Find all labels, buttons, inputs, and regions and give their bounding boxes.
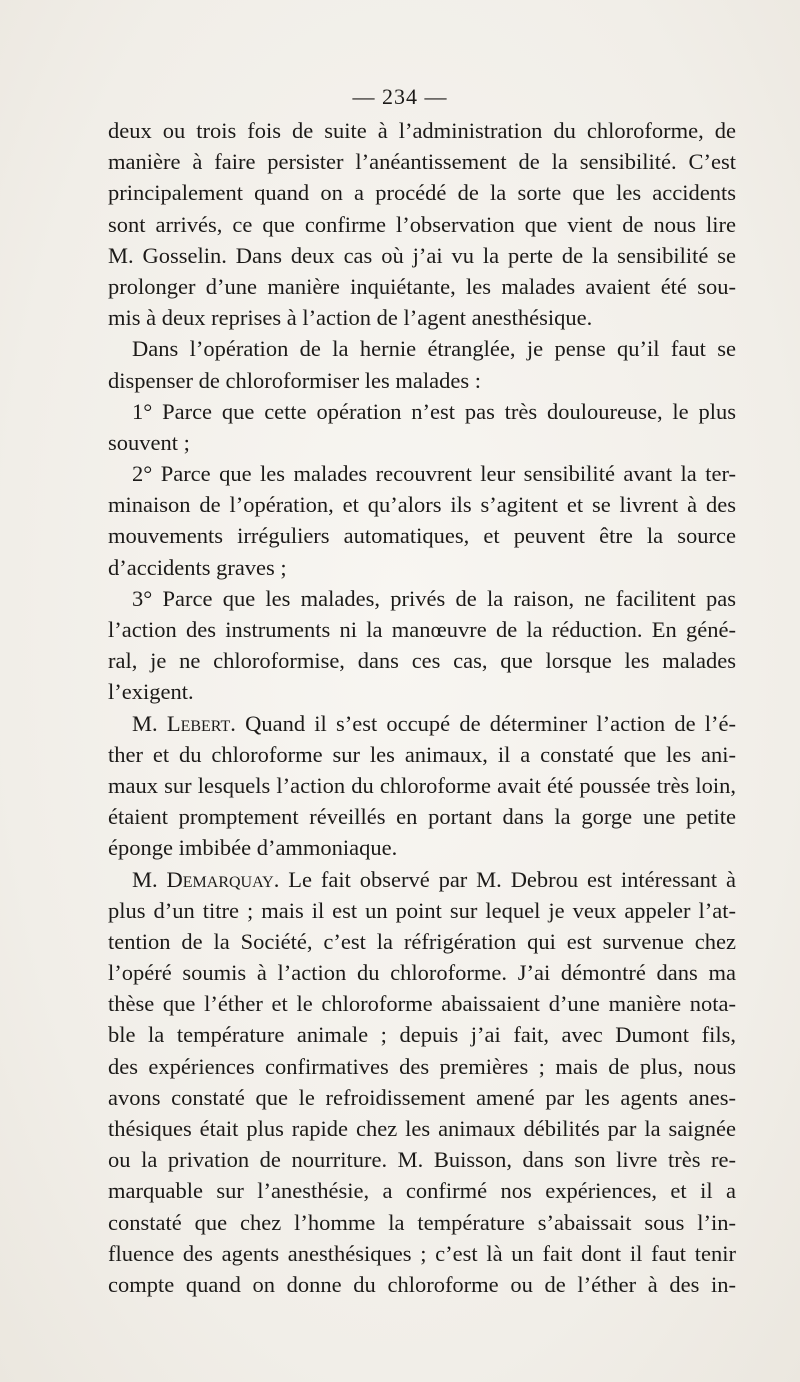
line-text: Le fait observé par M. Debrou est intéressant à <box>279 866 736 892</box>
speaker-name: M. Lebert. <box>132 710 236 736</box>
text-line: mis à deux reprises à l’action de l’agent anesthésique. <box>108 305 593 331</box>
text-line: l’opéré soumis à l’action du chloroforme. J’ai démontré dans ma <box>108 960 736 986</box>
text-line <box>108 864 736 895</box>
text-line: étaient promptement réveillés en portant dans la gorge une petite <box>108 804 736 830</box>
text-line: minaison de l’opération, et qu’alors ils s’agitent et se livrent à des <box>108 492 736 518</box>
text-line: compte quand on donne du chloroforme ou de l’éther à des in- <box>108 1271 736 1297</box>
text-line: constaté que chez l’homme la température s’abaissait sous l’in- <box>108 1209 736 1235</box>
body-text <box>108 115 736 1300</box>
text-line: dispenser de chloroformiser les malades : <box>108 367 482 393</box>
text-line: deux ou trois fois de suite à l’administration du chloroforme, de <box>108 118 736 143</box>
text-line: Dans l’opération de la hernie étranglée, je pense qu’il faut se <box>132 336 736 362</box>
text-line: manière à faire persister l’anéantissement de la sensibilité. C’est <box>108 149 736 175</box>
text-line: 2° Parce que les malades recouvrent leur sensibilité avant la ter- <box>132 461 736 487</box>
text-line: l’exigent. <box>108 679 194 705</box>
text-line: principalement quand on a procédé de la sorte que les accidents <box>108 180 736 206</box>
text-line: marquable sur l’anesthésie, a confirmé nos expériences, et il a <box>108 1178 736 1204</box>
page-number: — 234 — <box>352 84 448 109</box>
text-line: M. Gosselin. Dans deux cas où j’ai vu la perte de la sensibilité se <box>108 242 736 268</box>
text-line: souvent ; <box>108 429 190 455</box>
line-text: Quand il s’est occupé de déterminer l’action de l’é- <box>235 710 736 736</box>
speaker-name: M. Demarquay. <box>132 866 280 892</box>
text-line: des expériences confirmatives des premières ; mais de plus, nous <box>108 1053 736 1079</box>
text-line: plus d’un titre ; mais il est un point sur lequel je veux appeler l’at- <box>108 897 736 923</box>
text-line: d’accidents graves ; <box>108 554 287 580</box>
text-line: ou la privation de nourriture. M. Buisson, dans son livre très re- <box>108 1147 736 1173</box>
text-line: maux sur lesquels l’action du chloroforme avait été poussée très loin, <box>108 772 736 798</box>
text-line: ther et du chloroforme sur les animaux, il a constaté que les ani- <box>108 741 736 767</box>
text-line: 1° Parce que cette opération n’est pas très douloureuse, le plus <box>132 398 736 424</box>
text-line: ble la température animale ; depuis j’ai fait, avec Dumont fils, <box>108 1022 736 1048</box>
text-line: prolonger d’une manière inquiétante, les malades avaient été sou- <box>108 273 736 299</box>
text-line: sont arrivés, ce que confirme l’observation que vient de nous lire <box>108 211 736 237</box>
text-line: avons constaté que le refroidissement amené par les agents anes- <box>108 1084 736 1110</box>
text-line: ral, je ne chloroformise, dans ces cas, que lorsque les malades <box>108 648 736 674</box>
text-line: thésiques était plus rapide chez les animaux débilités par la saignée <box>108 1116 736 1141</box>
text-line: thèse que l’éther et le chloroforme abaissaient d’une manière nota- <box>108 991 736 1017</box>
text-line: éponge imbibée d’ammoniaque. <box>108 835 398 861</box>
text-line: tention de la Société, c’est la réfrigération qui est survenue chez <box>108 928 736 954</box>
text-line: l’action des instruments ni la manœuvre de la réduction. En géné- <box>108 617 736 642</box>
text-line <box>108 708 736 739</box>
text-line: 3° Parce que les malades, privés de la raison, ne facilitent pas <box>132 585 736 611</box>
text-line: fluence des agents anesthésiques ; c’est là un fait dont il faut tenir <box>108 1240 736 1266</box>
text-line: mouvements irréguliers automatiques, et peuvent être la source <box>108 523 736 549</box>
